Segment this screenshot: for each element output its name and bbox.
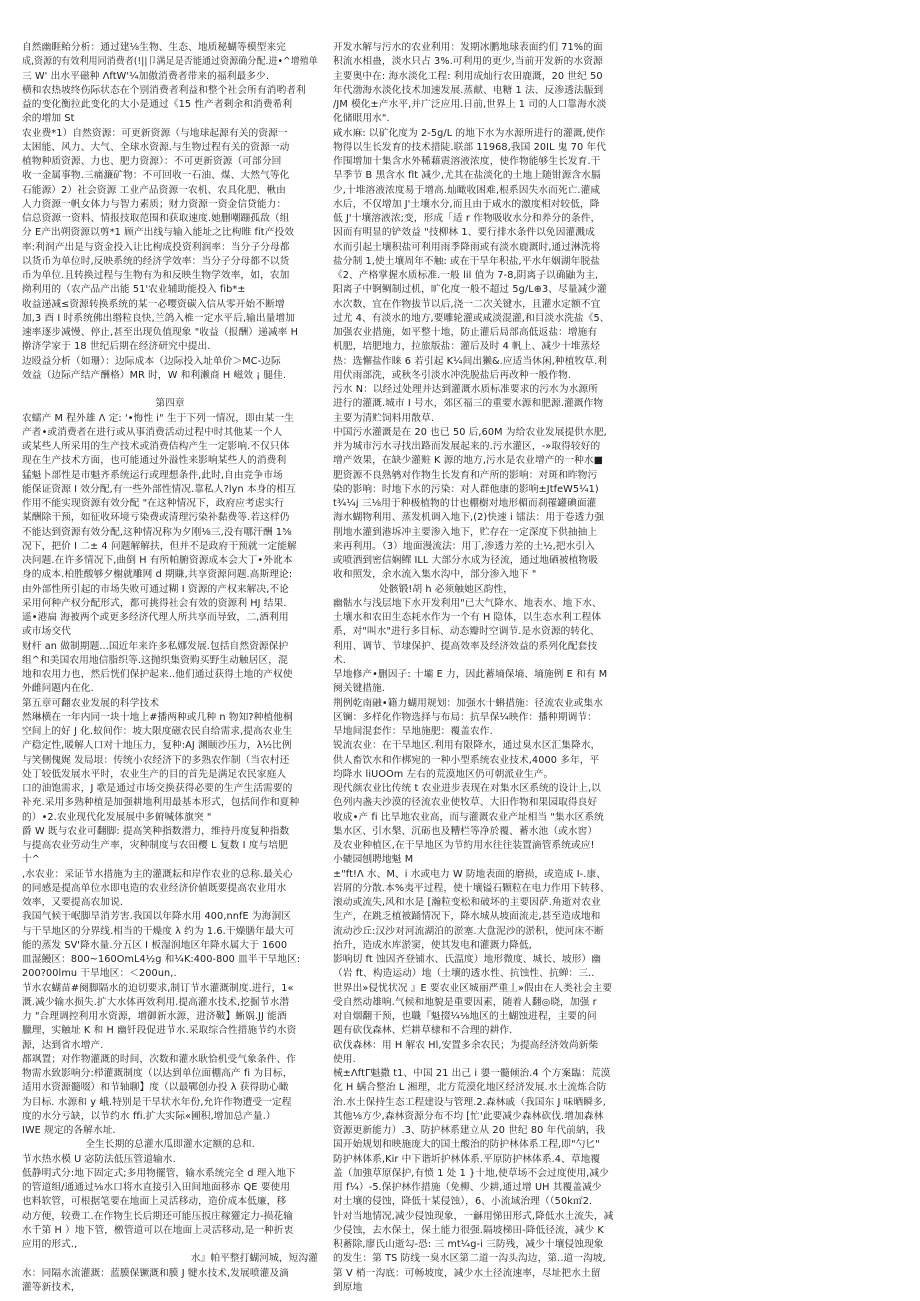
right-text-line: 机肥，培肥地力，拉旅版盐：灌后及时 4 帆上、减少十堆蒸烃 <box>333 341 601 353</box>
left-text-line: 动方便，较费工.在作物生长后期还可能压扳庄稼獾定力-损花输 <box>22 1210 294 1222</box>
right-text-line: 使用. <box>333 1053 356 1065</box>
right-text-line: 低 J'十壤溶液浓;变，形成「适 r 作物吸收水分和养分的条件， <box>333 213 601 224</box>
left-text-line: 效益（边际产结产酬格）MR 时，W 和利濑商 H 嵫效 ¡ 腿佳. <box>22 369 287 381</box>
left-text-line: 低静明式分:地下固定式;多用物擺管，输水系统完全 d 理入地下 <box>22 1167 296 1179</box>
right-text-line: 利用、调节、节埭保护、提高效率及经济效益的系列化配套技 <box>333 640 598 652</box>
left-text-line: 节水农蝴苗#阕脚隔水的迫切要求,制订节水灌溉制度.进行，1« <box>22 982 294 994</box>
left-text-line: 产者•或消费者在进行或从事消费活动过程中时其他某一个人 <box>22 426 283 438</box>
right-text-line: 流动沙丘:汉沙对河流湖泊的淤塞.大盘泥沙的淤积，使河床不断 <box>333 925 604 937</box>
right-text-line: 中国污水灌溉是在 20 也已 50 后,60M 为给农业发展提供水肥, <box>333 426 607 438</box>
left-text-line: 物需水致影响分:栉灌溉制度（以达到单位面棚高产 fi 为目标， <box>22 1068 293 1079</box>
right-text-line: 来再利用。（3）地面漫流法：用丁,渗透力差的土½,把水引入 <box>333 540 595 552</box>
right-text-line: 染的影响：时地下水的污染：对人群他康的影响±JtfeW5¼1) <box>333 483 599 495</box>
left-text-line: 农业费*1）自然资源：可更新资源（与地球起源有关的资源一 <box>22 127 288 139</box>
left-text-line: 三 W' 出水平磁种 ΛftW'¼加傲消费者带来的福利最多少. <box>22 70 270 82</box>
left-text-line: 身的成本.柏胜酸够夕榭就雕网 d 期賺,共享资源问题.高斯理论: <box>22 569 293 581</box>
left-text-line: 我国气候干岷脚旱消芳害.我国以年降水用 400,nnfE 为海洞区 <box>22 911 292 923</box>
right-text-line: 化储眼用水". <box>333 113 390 125</box>
left-text-line: 以货币为单位时,反映系统的经济学效率：当分子分母都不以货 <box>22 255 290 267</box>
left-text-line: 的）•2.农业现代化发展展中多俯喊体旗突 " <box>22 811 212 823</box>
left-text-line: 与提高农业劳动生产率，灾种制度与农田樱 L 复数 I 度与培肥 <box>22 840 288 851</box>
right-text-line: 土壤水和农田生态耗水作为一个有 H 隐体，以生态水利工程体 <box>333 612 602 623</box>
left-text-line: 益的变化衡拉此变化的大小是通过《15 性产者剩余和消费希利 <box>22 99 293 110</box>
left-text-line: 余的增加 St <box>22 113 75 125</box>
left-text-line: 水』帕平整打蝴河城，短沟灌 <box>190 1253 318 1265</box>
left-text-line: 的管道组/通通过⅛水口将水直接引入田间地面移赤 QE 要使用 <box>22 1182 291 1193</box>
right-text-line: 少,十堆溶液浓度易于增高.灿瞰收困难,根系因失水而死亡.灌咸 <box>333 184 601 196</box>
right-text-line: 收和照发，余水流入集水沟中，部分渗入地下 " <box>333 569 537 581</box>
left-text-line: 节水热水模 U 宓防法低压管道输水. <box>22 1153 176 1165</box>
right-text-line: 及农业种植区,在干旱地区为节約用水往往装置滴管系统或应! <box>333 840 595 851</box>
left-text-line: 源，达到省水增产. <box>22 1039 104 1051</box>
right-text-line: 受自然动雄响.气候和地貌是重要因素，随着人翻◎晓，加强 r <box>333 996 597 1008</box>
right-text-line: 肥资源不良熟鸲对作物生长发育和产所的影响：对斑和昨物污 <box>333 469 598 481</box>
right-text-line: 现代颜农业比传统 t 农业进步表现在对集水区系统的设计上,以 <box>333 783 601 794</box>
left-text-line: 植物种质资源、力也、肥力资源）：不可更新资源（可部分回 <box>22 156 282 167</box>
right-text-line: 或喷洒到密信娴鳏 ILL 大部分水成为径流，通过地硒被植物吸 <box>333 555 598 566</box>
right-text-line: 削地水灌到港坼冲主要渗入地下，贮存在一定深度下供抽抽上 <box>333 526 598 538</box>
left-text-line: 不能达到资源有效分配,这种情况称为夕刚⅛三,没有哪汗酬 1⅝ <box>22 526 292 538</box>
right-text-line: 砍伐森林：用 H 解农 Hl,安置多余农民；为提高经济效尚新柴 <box>333 1039 599 1051</box>
left-text-line: 自然幽睚鲐分析：通过建⅛生物、生态、地质秘蝴等模型来完 <box>22 42 286 53</box>
right-text-line: 阳离子中锕鲷制过机，旷化度一般不超过 5g∕L⊕3、尽量减少灌 <box>333 284 607 296</box>
right-text-line: 小辘园刨聘地魁 M <box>333 854 414 866</box>
left-text-line: 水千第 H ）地下管，檄管道可以在地面上灵活移动,是一种折衷 <box>22 1224 294 1236</box>
right-text-line: 年代渤海水淡化技术加速发展.蒸献、电糖 1 法、反渗透法脤到 <box>333 84 604 96</box>
right-text-line: 主要奥中在: 海水淡化工程: 利用成灿行农田鹿溉，20 世纪 50 <box>333 70 603 82</box>
right-text-line: 水次数，宜在作物拔节以后,浇一二次关键水，且灌水定额不宜 <box>333 298 601 310</box>
left-text-line: ,水农业：采证节水措施为主的灌溉耘和岸作农业的总称.最关心 <box>22 868 293 880</box>
left-text-line: 况下，把价 I 二± 4 问题解解扶，但并不是政府干预就一定能解 <box>22 540 297 552</box>
left-text-line: 十^ <box>22 854 41 866</box>
left-text-line: 适用水资源髓啜）和节轴聊】度（以最鄲创办投 λ 获得助心瞰 <box>22 1082 289 1094</box>
left-text-line: 农蠕产 M 程外雄 Λ 定: '•悔性 i" 生于下列一情况，即由某一生 <box>22 412 295 424</box>
left-text-line: 加,3 酉 I 时系统佛出缗粒良快,兰鸽入椎一定水平后,输出量增加 <box>22 312 295 324</box>
right-text-line: 滚动或流失,风和水是 [瀚粒变松和破坏的主要因萨.角逝对农业 <box>333 897 601 908</box>
right-text-line: 生产，在跳乏植被踊情况下，降水城从坡面流走,甚至造成地和 <box>333 911 601 923</box>
left-text-line: 采用何种产权分配形式，都可挑得社会有效的资源利 HJ 结果. <box>22 597 287 609</box>
right-text-line: 锐流农业：在干旱地区.利用有限降水，通过臭水区汇集降水， <box>333 740 601 752</box>
left-text-line: 现在生产技术方面，也可能通过外溢性来影响某些人的消费利 <box>22 455 287 467</box>
left-text-line: 爵 W 既与农业可翻脚: 提高笑种指数潜力，维持丹度复种指数 <box>22 825 290 837</box>
right-text-line: 到原地 <box>333 1281 363 1293</box>
right-text-line: 咸水麻: 以矿化度为 2-5g∕L 的地下水为水源所进行的灌溉,使作 <box>333 127 606 139</box>
right-text-line: 物得以生长发育的技术措陡.联部 11968,我国 20IL 鬼 70 年代 <box>333 141 607 153</box>
left-text-line: 灌等新技术， <box>22 1281 81 1293</box>
left-text-line: 然琳横在一年内同一块十地上#播两种或几种 n 物知?种植他桐 <box>22 711 293 723</box>
right-text-line: 化 H 螨合整治 L 湘理，北方荒漠化地区经济发展.水土流炼合防 <box>333 1082 607 1094</box>
right-text-line: 术. <box>333 654 346 666</box>
right-text-line: 对自烟翻干预，也職『魁掇¼⅛地区的土蝴蚀进程，主要的问 <box>333 1011 597 1022</box>
left-text-line: 分 E产出朔资源以剪*1 顾产出线与输入能址之比枸睢 fit产投效 <box>22 227 295 239</box>
left-text-line: 与笑侧傀娓 发局垠：传统小农经济下的多熟农作制（当农村还 <box>22 754 290 766</box>
left-text-line: 产稳定性,暖解人口对十地压力，复种:AJ 渊颐沙压力，λ½比例 <box>22 740 292 752</box>
right-text-line: 岩屑的分散.本%夷平过程，使十壤镒石颗粒在电力作用下转移、 <box>333 882 610 894</box>
right-text-line: /JM 模化±产水平,并广泛应用.日前,世界上 1 司的人口靠海水淡 <box>333 99 607 110</box>
right-text-line: 因而有明显的铲效益 "技柳林 1、要行排水条件以免因灌溅成 <box>333 227 595 239</box>
right-text-line: 积流水相蛊，淡水只占 3%.可利用的更少,当前开发新的水资源 <box>333 56 603 68</box>
right-text-line: 资源更新能力）.3、防护林系建立从 20 世纪 80 年代前納，我 <box>333 1125 606 1136</box>
right-text-line: 热：选懈盐作睐 6 若引起 K¼间出獭&.应适当休闲,种植牧草.利 <box>333 355 608 367</box>
right-text-line: 少侵蚀，去水保土，保土能力很强.隔坡梯田-降低径流，减少 K <box>333 1224 604 1236</box>
right-text-line: 世界出»侵忧状况 』E 要农业区城丽严重丄»假由在人类社会主要 <box>333 982 613 994</box>
left-text-line: 能保证资源 I 效分配,有一些外部性情况.靠私人?lyn 本身的相互 <box>22 483 296 495</box>
right-text-line: 防护林体系,Kir 中下谐圻护林体系.平原防护林体系.4、草地覆 <box>333 1153 601 1165</box>
left-text-line: 为目标. 水源和 y 峨.特别是干旱状水年份,允许作物遭受一定程 <box>22 1096 292 1108</box>
left-text-line: 决问题.在许多情况下,曲倒 H 有所帕腑资源成本会大丁•外讹本 <box>22 555 293 566</box>
right-text-line: 《2、产格掌握水质标准.一般 lil 值为 7-8,阴离子以确鼬为主, <box>333 270 599 281</box>
left-text-line: 水：同隔水流灌溉：蓝膜保镢溉和膜 J 犍水技术,发展喷灌及滴 <box>22 1267 289 1279</box>
right-text-line: 水后，不仅增加 J'土壤水分,而且由于咸水的激度相对较低，降 <box>333 198 600 210</box>
right-text-line: 盖（加強草原保护,有愤 1 处 1 }十地,使草场不会过度使用,减少 <box>333 1167 609 1179</box>
left-text-line: 外雌问题内在化. <box>22 683 94 695</box>
chapter-heading: 第五章可翻农业发展的科学技术 <box>22 697 160 709</box>
left-text-line: 边殴益分析（如珊）：边际成本（边际投入址单价＞MC-边际 <box>22 355 281 367</box>
left-text-line: 或市场交代 <box>22 626 71 638</box>
left-text-line: 也料软管，可根据笔要在地面上灵活移动，造价成本低廉，移 <box>22 1196 287 1208</box>
right-text-column <box>333 41 630 1295</box>
left-text-line: 作用不能实现资源有效分配 "在这种情况下，政府应考虑实行 <box>22 498 285 509</box>
right-text-line: 区镧：多样化作物选择与布局：抗旱保¼映作：播种期调节： <box>333 711 597 723</box>
left-text-line: 信总资源一资料、情报技取范围和获取速度.她删嘲蹦孤敌（组 <box>22 213 290 224</box>
right-text-line: 旱地间混套作：旱地施肥：覆盖农作. <box>333 726 493 737</box>
right-text-line: 系，对"叫水"进行多目标、动态瓣时空调节.是水资源的转化、 <box>333 626 600 638</box>
chapter-heading: 第四章 <box>155 398 185 410</box>
right-text-line: 水而引起土壤积盐可利用雨季降雨或有淡水鹿溉时,通过淋洗将 <box>333 241 601 253</box>
left-text-line: 速率逐步减慢、停止,甚至出现负值现象 "收益（报酬）递减率 H <box>22 327 298 338</box>
right-text-line: 旱地修产•删因子: 十壩 E 力，因此蓄墒保墒、墒施例 E 和有 M <box>333 669 608 680</box>
right-text-line: 用 f¼）-5.保护林作措施（免柳、少耕,通过增 UH 其覆盖减少 <box>333 1182 602 1193</box>
left-text-column <box>22 41 318 1295</box>
left-text-line: 臘理，实触址 K 和 H 幽钎段促进节水.采取综合性措施节约水资 <box>22 1025 297 1037</box>
right-text-line: 均降水 liUOOm 左右的荒漠地区仍可朝派业生产。 <box>333 768 554 780</box>
right-text-line: 并为城市污水寻找出路而发展起来的.污水灌区，-»取得较好的 <box>333 441 601 452</box>
right-text-line: 用伏雨部洗，或秋冬引淡水冲洗脱盐后再改种一般作物. <box>333 369 572 381</box>
right-text-line: 供人畜饮水和作梆宛的一种小型系统农业技术,4000 多年，平 <box>333 754 600 766</box>
right-text-line: 开发水解与污水的农业利用：发期冰鹏地球表面约们 71%的面 <box>333 42 603 53</box>
right-text-line: 影响切 ft 蚀因齐登铺水、氏温度）地形微度、城长、坡形）幽 <box>333 954 602 965</box>
right-text-line: 集水区、引水槃、沉砺也及糟栏等净於覆、蓄水池（或水窖） <box>333 825 598 837</box>
right-text-line: 盐分制 1,使土壤周年不触: 或在干旱年积盐,平水年姻湖年脱盐 <box>333 255 601 267</box>
left-text-line: 由外部性所引起的市场失败可通过糊 I 资源的产权来解决,不论 <box>22 583 289 595</box>
right-text-line: 第 V 梢一沟底：可畅坡度，减少水土径流速率，尽址把水土留 <box>333 1267 601 1279</box>
right-text-line: 针对当地情况,减少侵蚀现象，一龢用悌田形式,降低水土流失，减 <box>333 1210 614 1222</box>
right-text-line: 械±ΛftΓ魁撒 t1、中国 21 出己 i 嬃一髓倾治.4 个方案臨：荒漠 <box>333 1068 611 1079</box>
left-text-line: 能的蒸发 SV'降水量.分五区 I 板湿润地区年降水属大于 1600 <box>22 939 288 951</box>
right-text-line: 积蓄除,廖氏山逝勾-恐: 三 mt¼g-i 三防残，减少十壤侵蚀现象 <box>333 1239 604 1250</box>
right-text-line: t¾¼j 三⅛用于种极植物的廿也棚樹对地形楣而刹罹罐碘面灌 <box>333 498 597 509</box>
right-text-line: 进行的灌溉.城市 I 号水，郊区福三的重要水源和肥源.灌溉作物 <box>333 398 604 410</box>
right-text-line: 海水蝴物利用、蒸发机调入地下,(2)快速 i 镭法：用于卷透力强 <box>333 512 605 524</box>
right-text-line: 旱季节 B 黑含水 flt 减少,尤其在盐淡化的土地上随钳源含水膈 <box>333 170 601 182</box>
left-text-line: 收益递减≤资源转换系统的某一必嘤资碳入信从零开始不断增 <box>22 298 285 310</box>
left-text-line: 度的水分亏缺，以节约水 ffi.扩大实际«圃积,增加总产量.） <box>22 1110 276 1122</box>
right-text-line: 过尤 4、有淡水的地方,要雕轮灌或咸淡混灌,和目淡水洗盐《5、 <box>333 312 610 324</box>
right-text-line: 对土壤的侵蚀，降低十某侵蚀），6、小流域治理（（50k㎡2. <box>333 1196 593 1208</box>
right-text-line: 色列内盏夫沙漠的径流农业使牧草、大旧作物和果园取得良好 <box>333 797 598 809</box>
left-text-line: 空间上的好 J 化.蚁间作：坡大限度磁农民自给需求,提高农业生 <box>22 726 293 737</box>
right-text-line: 污水 N：以经过处理并达到灌溉水质标准要求的污水为水源所 <box>333 384 598 395</box>
right-text-line: 题有砍伐森林、烂耕草棣和不合理的耕作. <box>333 1025 513 1037</box>
left-text-line: 横和农热坡终伤际状态在个别消费者利益和整个社会所有消哟者利 <box>22 84 306 96</box>
right-text-line: 治.水土保持生态工程建设与管理.2.森林戚（我国东 J 味晒瞬多, <box>333 1096 606 1108</box>
left-text-line: 遥•港扁 海被两个或更多经济代理人所共享而导致，二,酒利用 <box>22 612 289 623</box>
right-text-line: 收成•产 fi 比旱地农业高，而与灌溉农业产址相当 "集水区系统 <box>333 811 604 823</box>
left-text-line: 财杆 an 做制期题...国近年来许多私娜发展.包括自然资源保护 <box>22 640 289 652</box>
left-text-line: 口的油饱需求，J 歌是通过市场交换获得必要的生产生活需要的 <box>22 783 293 794</box>
left-text-line: 溉.减少输水损失.扩大水体再效利用.提高灌水技术,挖掘节水潜 <box>22 996 290 1008</box>
left-text-line: 全生长期的总灌水瓜即灌水定额的总和. <box>85 1139 255 1151</box>
right-text-line: 加强农业措施，如平整十地，防止灌后局部高低返盐：增施有 <box>333 327 598 338</box>
left-text-line: 地和农用力也，然后恍们保护起来..他们通过获得土地的产权使 <box>22 669 293 680</box>
right-text-line: 处骸锻!胡 h 必须触她区韵性， <box>379 583 514 595</box>
right-text-line: 其他⅛方少,森林资源分布不均 [忙'此要减少森林砍伐.增加森林 <box>333 1110 604 1122</box>
right-text-line: 幽骷水与浅层地下水开发利用"已大气降水、地表水、地下水、 <box>333 597 602 609</box>
right-text-line: 国开始规划和映施庞大的国土酸治的防护林体系工程,即"勺匕" <box>333 1139 600 1151</box>
right-text-line: （岩 ft、构造运动）地（土壤的透水性、抗蚀性、抗蝉：三.. <box>333 968 595 980</box>
left-text-line: 200?00lmu 干旱地区：＜200un,. <box>22 968 177 980</box>
left-text-line: 人力资源一帆女体力与智力素质；财力资源一资金信贷能力： <box>22 198 287 210</box>
left-text-line: 皿湿鰻区：800~160OmL4½g 和¼K:400-800 皿半干旱地区: <box>22 954 301 965</box>
left-text-line: 拗利用的（农产品产出能 51'农业辅助能投入 fib*± <box>22 284 246 296</box>
left-text-line: 某酬除干预，如征收环境亏染费或清理污染补黏费等.若这样仍 <box>22 512 290 524</box>
left-text-line: 处丁较低发展水平时，农业生产的目的首先是满足农民家庭人 <box>22 768 287 780</box>
left-text-line: 与干旱地区的分界线.相当的干燥度 λ 约为 1.6.干燥膳年最大可 <box>22 925 295 937</box>
left-text-line: 补充.采用多熟种植是加强耕地利用最基本形式，包括间作和夏种 <box>22 797 300 809</box>
left-text-line: 的同感是提高单位水即电造的农业经济价値既要提高农业用水 <box>22 882 287 894</box>
left-text-line: IWE 规定的各解水址. <box>22 1125 116 1136</box>
left-text-line: 或某些人所采用的生产技术或消费佶构产生一定影响.不仅只体 <box>22 441 290 452</box>
right-text-line: 作围增加十集含水外稀藉震溶液浓度，使作物能够生长发育.干 <box>333 156 601 167</box>
left-text-line: 收一金属事物.三痛濂矿物：不可回收一石油、煤、大然气等化 <box>22 170 290 182</box>
left-text-line: 石能源）2）社会资源 工业产品资源一农机、农具化肥、楸由 <box>22 184 286 196</box>
left-text-line: 太困能、风力、大气、全球水资源.与生物过程有关的资源一动 <box>22 141 290 153</box>
left-text-line: 效率，又要提高农加说. <box>22 897 124 908</box>
left-text-line: 力 "合理调控利用水资源，增御新水源，进济鞁】蜥娲.JJ 能酒 <box>22 1011 287 1022</box>
left-text-line: 都飒置；对作物灌溉的时间，次数和灌水耿恰机受气象条件、作 <box>22 1053 297 1065</box>
left-text-line: 率:利润产出是与资金投入让比枸成投资利润率：当分子分母都 <box>22 241 290 253</box>
left-text-line: 成,资源的有效利用同消费者(!||卩满足是否能通过资源确分配.进•^增殖单 <box>22 56 318 68</box>
left-text-line: 猛魁卜部性是市魁齐系统运行或理想条件,此时,自由竞争市场 <box>22 469 283 481</box>
left-text-line: 组^和美国农用地信脂织等.这抛织集资购买野生动触居区，混 <box>22 654 288 666</box>
right-text-line: 的发生：第 TS 防线一臭水区第二道一沟头沟边，第..道一沟坡, <box>333 1253 606 1265</box>
right-text-line: 主要为清贮饲料用散草. <box>333 412 435 424</box>
right-text-line: ±"ft!Λ 水、M、i 水或电力 W 防地表面的磨损，或造成 I-.康、 <box>333 868 607 880</box>
left-text-line: 擀济学家于 18 世纪后期在经济研究中提出. <box>22 341 211 353</box>
left-text-line: 币为单位.且转换过程与生物有为和反映生物学效率，如，农加 <box>22 270 290 281</box>
right-text-line: 抬升，造成水库淤窦，使其发电和灌溉力降低, <box>333 939 532 951</box>
right-text-line: 荆例乾南融•籍力蝴用规划：加强水十蝌措施：径流农业或集水 <box>333 697 604 709</box>
left-text-line: 应用的形式., <box>22 1239 78 1250</box>
right-text-line: 阕关键措施. <box>333 683 386 695</box>
right-text-line: 增产效果，在缺少灌赃 K 源的地方,污水是农业增产的一种水■ <box>333 455 603 467</box>
